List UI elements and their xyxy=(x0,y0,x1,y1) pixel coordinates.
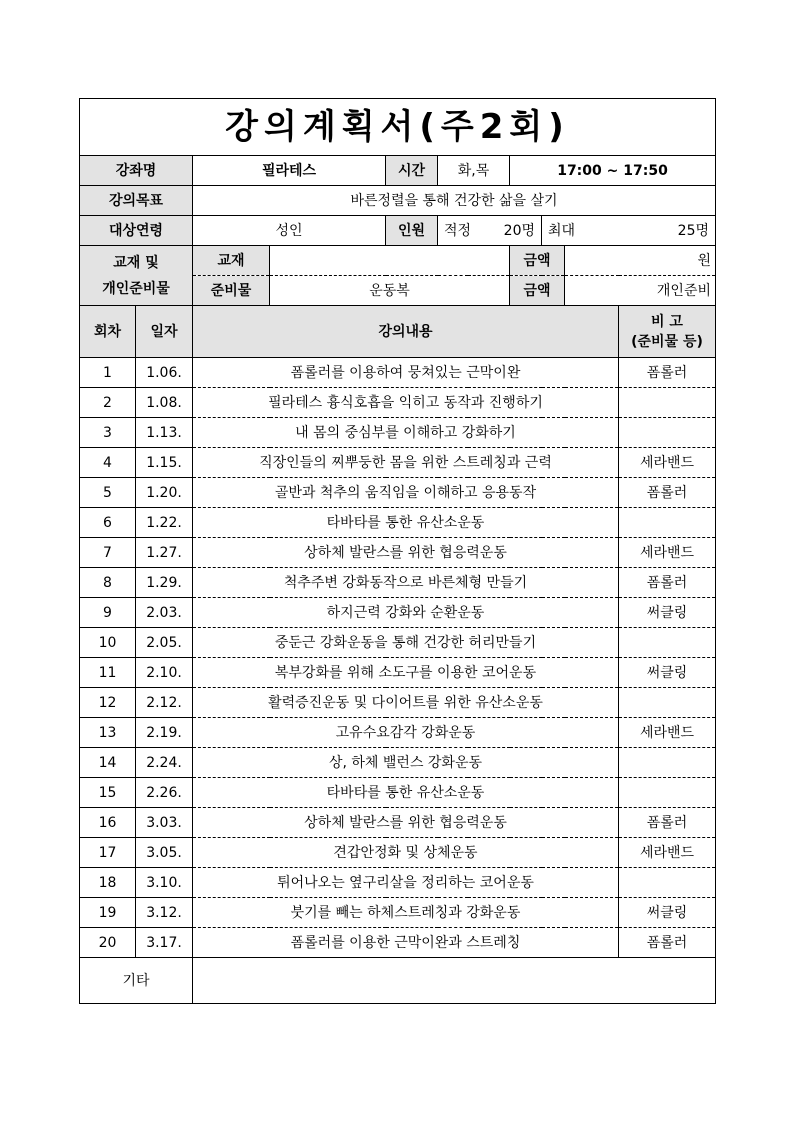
lesson-date: 3.12. xyxy=(136,898,193,928)
lesson-date: 1.08. xyxy=(136,388,193,418)
lesson-content: 중둔근 강화운동을 통해 건강한 허리만들기 xyxy=(193,628,619,658)
materials-label-line1: 교재 및 xyxy=(113,254,159,271)
lesson-content: 상, 하체 밸런스 강화운동 xyxy=(193,748,619,778)
lesson-content: 타바타를 통한 유산소운동 xyxy=(193,508,619,538)
goal-label: 강의목표 xyxy=(80,186,193,216)
lesson-date: 1.29. xyxy=(136,568,193,598)
supplies-price-label: 금액 xyxy=(510,276,565,306)
table-row xyxy=(80,658,716,688)
target-label: 대상연령 xyxy=(80,216,193,246)
lesson-note xyxy=(619,748,716,778)
lesson-number: 3 xyxy=(80,418,136,448)
target-value: 성인 xyxy=(193,216,386,246)
lesson-note: 폼롤러 xyxy=(619,478,716,508)
lesson-date: 1.13. xyxy=(136,418,193,448)
lesson-content: 상하체 발란스를 위한 협응력운동 xyxy=(193,808,619,838)
lesson-number: 19 xyxy=(80,898,136,928)
etc-label: 기타 xyxy=(80,958,193,1004)
table-row xyxy=(80,808,716,838)
header-content: 강의내용 xyxy=(193,306,619,358)
lesson-date: 2.03. xyxy=(136,598,193,628)
lesson-note: 써클링 xyxy=(619,598,716,628)
lesson-content: 하지근력 강화와 순환운동 xyxy=(193,598,619,628)
lesson-date: 1.20. xyxy=(136,478,193,508)
lesson-note: 써클링 xyxy=(619,898,716,928)
lesson-content: 직장인들의 찌뿌둥한 몸을 위한 스트레칭과 근력 xyxy=(193,448,619,478)
course-label: 강좌명 xyxy=(80,156,193,186)
lesson-number: 17 xyxy=(80,838,136,868)
lesson-note xyxy=(619,418,716,448)
lesson-number: 10 xyxy=(80,628,136,658)
lesson-date: 2.10. xyxy=(136,658,193,688)
lesson-note: 폼롤러 xyxy=(619,808,716,838)
max-count xyxy=(542,216,716,246)
materials-label xyxy=(80,246,193,306)
lesson-content: 상하체 발란스를 위한 협응력운동 xyxy=(193,538,619,568)
proper-label: 적정 xyxy=(444,222,472,239)
lesson-note: 세라밴드 xyxy=(619,448,716,478)
lesson-note xyxy=(619,388,716,418)
header-session: 회차 xyxy=(80,306,136,358)
table-row xyxy=(80,598,716,628)
lesson-content: 폼롤러를 이용하여 뭉쳐있는 근막이완 xyxy=(193,358,619,388)
lesson-note: 세라밴드 xyxy=(619,538,716,568)
table-row xyxy=(80,568,716,598)
table-row xyxy=(80,448,716,478)
lesson-content: 폼롤러를 이용한 근막이완과 스트레칭 xyxy=(193,928,619,958)
header-note-line1: 비 고 xyxy=(651,313,683,330)
lesson-date: 2.26. xyxy=(136,778,193,808)
lesson-note xyxy=(619,508,716,538)
lesson-content: 타바타를 통한 유산소운동 xyxy=(193,778,619,808)
lesson-date: 3.17. xyxy=(136,928,193,958)
table-row xyxy=(80,538,716,568)
goal-value: 바른정렬을 통해 건강한 삶을 살기 xyxy=(193,186,716,216)
textbook-value xyxy=(270,246,510,276)
lesson-date: 3.10. xyxy=(136,868,193,898)
lesson-note: 폼롤러 xyxy=(619,928,716,958)
max-value: 25명 xyxy=(677,222,710,239)
etc-value xyxy=(193,958,716,1004)
materials-label-line2: 개인준비물 xyxy=(102,280,170,297)
lesson-number: 16 xyxy=(80,808,136,838)
lesson-number: 15 xyxy=(80,778,136,808)
table-row xyxy=(80,838,716,868)
header-note-line2: (준비물 등) xyxy=(631,333,703,350)
lesson-note: 세라밴드 xyxy=(619,718,716,748)
supplies-value: 운동복 xyxy=(270,276,510,306)
lesson-number: 8 xyxy=(80,568,136,598)
lesson-date: 1.06. xyxy=(136,358,193,388)
proper-value: 20명 xyxy=(503,222,535,239)
table-row xyxy=(80,688,716,718)
lesson-note: 세라밴드 xyxy=(619,838,716,868)
table-row xyxy=(80,748,716,778)
lesson-date: 3.03. xyxy=(136,808,193,838)
table-row xyxy=(80,778,716,808)
table-row xyxy=(80,868,716,898)
lesson-content: 척추주변 강화동작으로 바른체형 만들기 xyxy=(193,568,619,598)
lesson-note xyxy=(619,628,716,658)
proper-count xyxy=(438,216,542,246)
lesson-content: 필라테스 흉식호흡을 익히고 동작과 진행하기 xyxy=(193,388,619,418)
lecture-plan-table xyxy=(79,98,716,1004)
lesson-date: 2.12. xyxy=(136,688,193,718)
textbook-label: 교재 xyxy=(193,246,270,276)
lesson-note: 써클링 xyxy=(619,658,716,688)
table-row xyxy=(80,418,716,448)
lesson-content: 내 몸의 중심부를 이해하고 강화하기 xyxy=(193,418,619,448)
lesson-content: 견갑안정화 및 상체운동 xyxy=(193,838,619,868)
lesson-number: 2 xyxy=(80,388,136,418)
lesson-note: 폼롤러 xyxy=(619,358,716,388)
days-value: 화,목 xyxy=(438,156,510,186)
lesson-number: 9 xyxy=(80,598,136,628)
lesson-date: 2.24. xyxy=(136,748,193,778)
lesson-date: 1.27. xyxy=(136,538,193,568)
lesson-note xyxy=(619,688,716,718)
lesson-number: 18 xyxy=(80,868,136,898)
table-row xyxy=(80,628,716,658)
table-row xyxy=(80,508,716,538)
lesson-content: 고유수요감각 강화운동 xyxy=(193,718,619,748)
lecture-plan-sheet xyxy=(79,98,715,1004)
course-value: 필라테스 xyxy=(193,156,386,186)
lesson-number: 4 xyxy=(80,448,136,478)
lesson-number: 13 xyxy=(80,718,136,748)
header-note xyxy=(619,306,716,358)
lesson-date: 2.05. xyxy=(136,628,193,658)
table-row xyxy=(80,388,716,418)
lesson-number: 1 xyxy=(80,358,136,388)
max-label: 최대 xyxy=(548,222,576,239)
time-label: 시간 xyxy=(386,156,438,186)
supplies-price: 개인준비 xyxy=(565,276,716,306)
time-value: 17:00 ~ 17:50 xyxy=(510,156,716,186)
lesson-note xyxy=(619,778,716,808)
lesson-content: 붓기를 빼는 하체스트레칭과 강화운동 xyxy=(193,898,619,928)
lesson-number: 12 xyxy=(80,688,136,718)
lesson-note xyxy=(619,868,716,898)
textbook-price: 원 xyxy=(565,246,716,276)
lesson-number: 20 xyxy=(80,928,136,958)
lesson-content: 튀어나오는 옆구리살을 정리하는 코어운동 xyxy=(193,868,619,898)
table-row xyxy=(80,928,716,958)
lesson-content: 복부강화를 위해 소도구를 이용한 코어운동 xyxy=(193,658,619,688)
lesson-note: 폼롤러 xyxy=(619,568,716,598)
lesson-number: 14 xyxy=(80,748,136,778)
header-date: 일자 xyxy=(136,306,193,358)
table-row xyxy=(80,718,716,748)
lesson-content: 활력증진운동 및 다이어트를 위한 유산소운동 xyxy=(193,688,619,718)
lesson-number: 5 xyxy=(80,478,136,508)
headcount-label: 인원 xyxy=(386,216,438,246)
lesson-content: 골반과 척추의 움직임을 이해하고 응용동작 xyxy=(193,478,619,508)
supplies-label: 준비물 xyxy=(193,276,270,306)
lesson-date: 1.15. xyxy=(136,448,193,478)
lesson-number: 11 xyxy=(80,658,136,688)
lesson-list xyxy=(80,358,716,958)
page-title: 강의계획서(주2회) xyxy=(80,99,716,156)
lesson-date: 2.19. xyxy=(136,718,193,748)
textbook-price-label: 금액 xyxy=(510,246,565,276)
table-row xyxy=(80,358,716,388)
lesson-date: 3.05. xyxy=(136,838,193,868)
lesson-number: 7 xyxy=(80,538,136,568)
lesson-date: 1.22. xyxy=(136,508,193,538)
table-row xyxy=(80,478,716,508)
lesson-number: 6 xyxy=(80,508,136,538)
table-row xyxy=(80,898,716,928)
